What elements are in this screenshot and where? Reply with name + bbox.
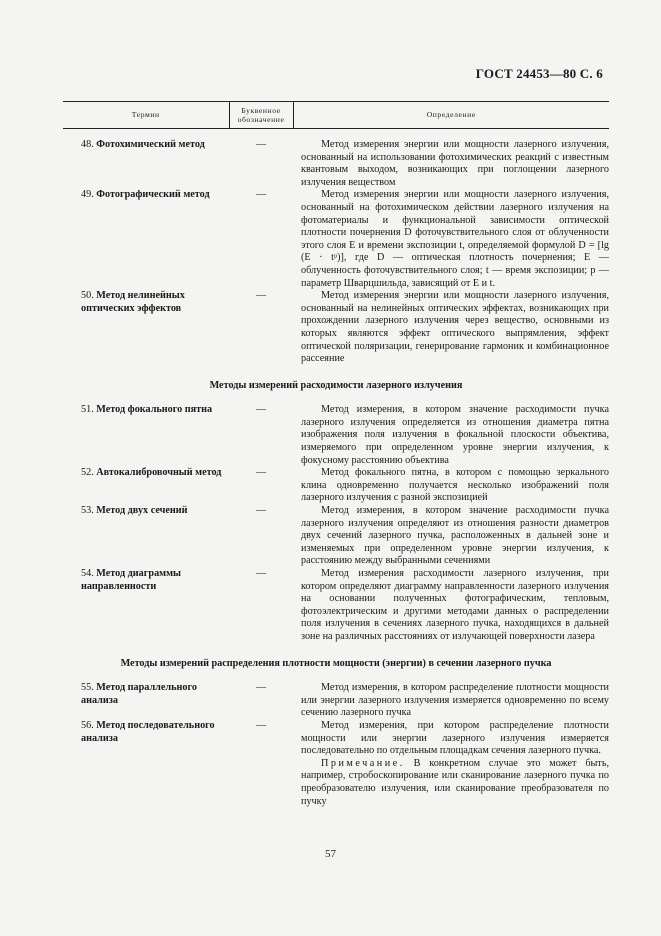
- definition-text: Метод измерения, в котором распределение плотности мощности или энергии лазерного излучения измеряется одновременно по всему сечению лазерного пучка: [301, 682, 609, 719]
- table-row: [63, 505, 609, 568]
- section-heading-row: [63, 644, 609, 683]
- definition-cell: [293, 467, 609, 505]
- definition-text: Метод фокального пятна, в котором с помощью зеркального клина одновременно получается несколько изображений поля лазерного излучения с разной экспозицией: [301, 467, 609, 504]
- term-name: Метод нелинейных оптических эффектов: [81, 290, 185, 314]
- column-header-abbr: Буквенное обозначение: [229, 102, 293, 129]
- definition-cell: [293, 189, 609, 290]
- table-row: [63, 568, 609, 644]
- term-name: Автокалибровочный метод: [96, 467, 222, 479]
- table-row: [63, 467, 609, 505]
- table-row: [63, 129, 609, 190]
- table-header-row: [63, 102, 609, 129]
- definition-cell: [293, 568, 609, 644]
- term-name: Метод диаграммы направленности: [81, 568, 181, 592]
- term-name: Фотохимический метод: [96, 139, 205, 150]
- term-name: Метод двух сечений: [96, 505, 188, 517]
- table-row: [63, 404, 609, 467]
- term-number: 48.: [81, 139, 94, 150]
- abbr-cell: —: [255, 189, 267, 201]
- abbr-cell: —: [255, 568, 267, 579]
- table-row: [63, 720, 609, 808]
- abbr-cell: —: [255, 139, 267, 150]
- definition-text: Метод измерения энергии или мощности лазерного излучения, основанный на использовании фотохимических реакций с известным квантовым выходом, возникающих при поглощении лазерного излучения веществом: [301, 139, 609, 188]
- term-cell: [63, 129, 229, 190]
- term-number: 53.: [81, 505, 94, 517]
- term-number: 56.: [81, 719, 94, 731]
- definition-text: Метод измерения расходимости лазерного излучения, при котором определяют диаграмму направленности лазерного излучения на основании полученных фотографическим, тепловым, фотоэлектрическим и другими методами данных о распределении поля излучения в сечениях лазерного пучка, находящихся в дальней зоне на различных расстояниях от излучающей поверхности лазера: [301, 568, 609, 642]
- term-cell: [63, 505, 229, 568]
- note-paragraph: [301, 758, 609, 808]
- term-number: 51.: [81, 404, 94, 416]
- table-row: [63, 682, 609, 720]
- term-number: 55.: [81, 682, 94, 694]
- term-name: Метод последовательного анализа: [81, 719, 215, 744]
- abbr-cell: —: [255, 404, 267, 416]
- definition-text: Метод измерения, в котором значение расходимости пучка лазерного излучения определяется из отношения диаметра пятна изображения поля излучения в фокальной плоскости объектива, измеряемого при определенном уровне энергии излучения, к фокусному расстоянию объектива: [301, 404, 609, 466]
- section-heading-row: [63, 366, 609, 405]
- terms-table: [63, 101, 609, 808]
- term-cell: [63, 404, 229, 467]
- definition-cell: [293, 505, 609, 568]
- standard-header: ГОСТ 24453—80 С. 6: [475, 66, 603, 81]
- term-name: Метод фокального пятна: [96, 404, 213, 416]
- term-cell: [63, 682, 229, 720]
- abbr-cell: —: [255, 719, 267, 731]
- note-label: Примечание.: [321, 757, 405, 769]
- table-row: [63, 189, 609, 290]
- column-header-term: Термин: [63, 102, 229, 129]
- term-cell: [63, 290, 229, 366]
- definition-text: Метод измерения энергии или мощности лазерного излучения, основанный на нелинейных оптических эффектах, возникающих при прохождении лазерного излучения через вещество, основными из которых являются эффект оптического выпрямления, эффект оптической поляризации, генерирование гармоник и комбинационное рассеяние: [301, 290, 609, 365]
- section-heading-divergence: Методы измерений расходимости лазерного излучения: [209, 379, 463, 391]
- term-cell: [63, 189, 229, 290]
- term-cell: [63, 568, 229, 644]
- term-cell: [63, 720, 229, 808]
- term-number: 49.: [81, 189, 94, 201]
- term-cell: [63, 467, 229, 505]
- section-heading-distribution: Методы измерений распределения плотности мощности (энергии) в сечении лазерного пучка: [120, 657, 552, 669]
- term-name: Фотографический метод: [96, 189, 210, 201]
- definition-cell: [293, 404, 609, 467]
- definition-text: Метод измерения, в котором значение расходимости пучка лазерного излучения определяют из отношения разности диаметров двух сечений лазерного пучка, расположенных в дальней зоне и изменяемых при определенном уровне энергии излучения, к расстоянию между выбранными сечениями: [301, 505, 609, 567]
- term-number: 50.: [81, 290, 94, 302]
- table-row: [63, 290, 609, 366]
- definition-cell: [293, 682, 609, 720]
- note-text: В конкретном случае это может быть, например, стробоскопирование или сканирование лазерного пучка по преобразователю излучения, или сканирование преобразователя по пучку: [301, 757, 610, 807]
- definition-text: Метод измерения энергии или мощности лазерного излучения, основанный на фотохимическом действии лазерного излучения на фотоматериалы и функциональной зависимости оптической плотности почернения D фоточувствительного слоя от облученности этого слоя E и времени экспозиции t, определяемой формулой D = [lg (E · tᵖ)], где D — оптическая плотность почернения; E — облученность фоточувствительного слоя; t — время экспозиции; p — параметр Шварцшильда, зависящий от E и t.: [301, 189, 609, 289]
- abbr-cell: —: [255, 505, 267, 517]
- term-name: Метод параллельного анализа: [81, 682, 197, 706]
- definition-cell: [293, 129, 609, 190]
- abbr-cell: —: [255, 467, 267, 479]
- abbr-cell: —: [255, 682, 267, 694]
- page-number: 57: [325, 848, 336, 860]
- definition-cell: [293, 290, 609, 366]
- term-number: 52.: [81, 467, 94, 479]
- column-header-definition: Определение: [293, 102, 609, 129]
- term-number: 54.: [81, 568, 94, 579]
- definition-text: Метод измерения, при котором распределение плотности мощности или энергии лазерного излучения измеряется последовательно по отдельным площадкам сечения лазерного пучка.: [301, 719, 609, 757]
- definition-cell: [293, 720, 609, 808]
- abbr-cell: —: [255, 290, 267, 302]
